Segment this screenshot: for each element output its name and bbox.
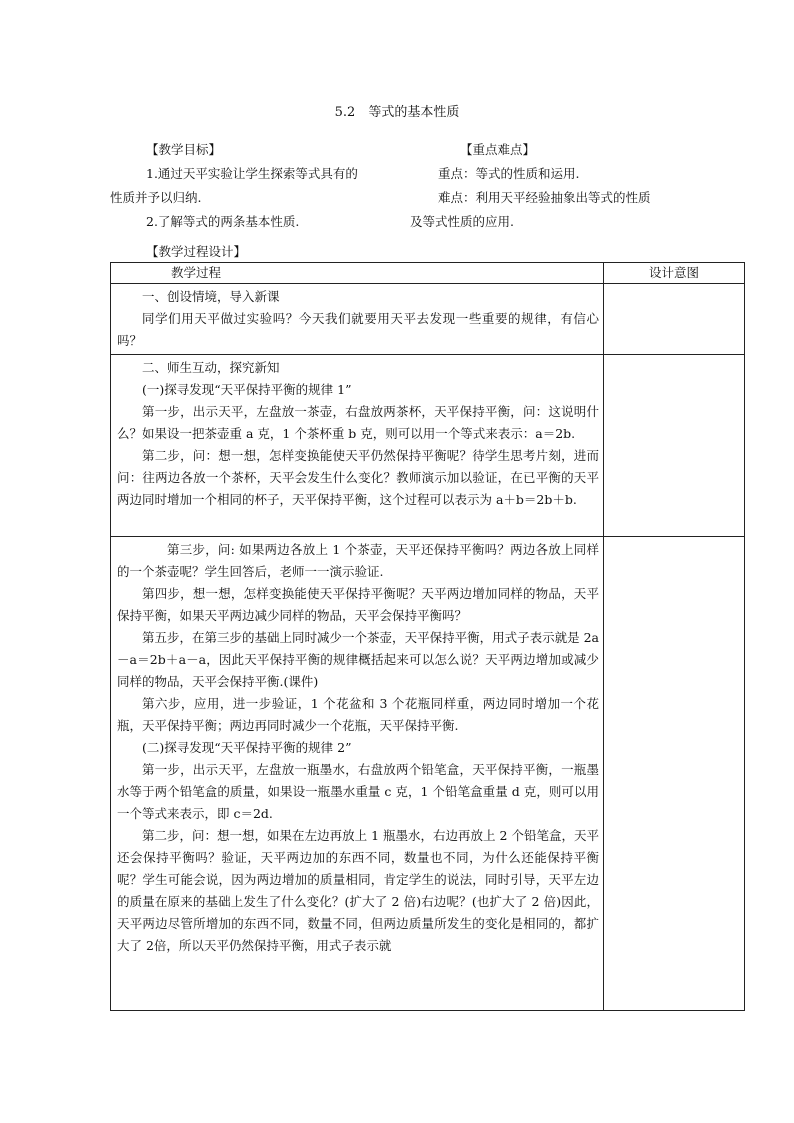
subsection-heading: (二)探寻发现“天平保持平衡的规律 2” [142, 740, 352, 755]
table-row [111, 537, 745, 1011]
process-cell [111, 284, 604, 355]
paragraph: 第三步，问: 如果两边各放上 1 个茶壶，天平还保持平衡吗？两边各放上同样的一个茶壶呢？学生回答后，老师一一演示验证. [117, 542, 599, 579]
col-header-intent: 设计意图 [604, 263, 745, 284]
process-cell [111, 537, 604, 1011]
intent-cell [604, 284, 745, 355]
process-table [110, 262, 745, 1011]
key-points [410, 138, 700, 234]
table-header-row [111, 263, 745, 284]
key-points-header: 【重点难点】 [460, 142, 536, 157]
table-row [111, 284, 745, 355]
section-heading: 二、师生互动，探究新知 [142, 360, 280, 375]
objective-1-continued: 性质并予以归纳. [110, 190, 202, 205]
subsection-heading: (一)探寻发现“天平保持平衡的规律 1” [142, 382, 352, 397]
table-row [111, 355, 745, 537]
paragraph: 第四步，想一想，怎样变换能使天平保持平衡呢？天平两边增加同样的物品，天平保持平衡，如果天平两边减少同样的物品，天平会保持平衡吗？ [117, 586, 599, 623]
page-title: 5.2 等式的基本性质 [334, 105, 460, 120]
paragraph: 第一步，出示天平，左盘放一茶壶，右盘放两茶杯，天平保持平衡，问：这说明什么？如果设一把茶壶重 a 克，1 个茶杯重 b 克，则可以用一个等式来表示：a＝2b. [117, 404, 599, 441]
objective-1: 1.通过天平实验让学生探索等式具有的 [146, 166, 358, 181]
paragraph: 第六步，应用，进一步验证，1 个花盆和 3 个花瓶同样重，两边同时增加一个花瓶，天平保持平衡；两边再同时减少一个花瓶，天平保持平衡. [117, 696, 599, 733]
key-difficulty: 难点：利用天平经验抽象出等式的性质 [438, 190, 651, 205]
objectives-header: 【教学目标】 [146, 142, 222, 157]
paragraph: 第五步，在第三步的基础上同时减少一个茶壶，天平保持平衡，用式子表示就是 2a－a＝2b＋a－a，因此天平保持平衡的规律概括起来可以怎么说？天平两边增加或减少同样的物品，天平会保持平衡.(课件) [117, 630, 599, 689]
col-header-process: 教学过程 [111, 263, 604, 284]
process-header: 【教学过程设计】 [146, 244, 247, 259]
intent-cell [604, 537, 745, 1011]
paragraph: 同学们用天平做过实验吗？今天我们就要用天平去发现一些重要的规律，有信心吗？ [117, 311, 599, 348]
intent-cell [604, 355, 745, 537]
objective-2: 2.了解等式的两条基本性质. [146, 214, 300, 229]
paragraph: 第二步，问：想一想，如果在左边再放上 1 瓶墨水，右边再放上 2 个铅笔盒，天平还会保持平衡吗？验证，天平两边加的东西不同，数量也不同，为什么还能保持平衡呢？学生可能会说，因为两边增加的质量相同，肯定学生的说法，同时引导，天平左边的质量在原来的基础上发生了什么变化？(扩大了 2 倍)右边呢？(也扩大了 2 倍)因此，天平两边尽管所增加的东西不同，数量不同，但两边质量所发生的变化是相同的，都扩大了 2倍，所以天平仍然保持平衡，用式子表示就 [117, 828, 599, 953]
key-difficulty-continued: 及等式性质的应用. [410, 214, 514, 229]
key-focus: 重点：等式的性质和运用. [438, 166, 580, 181]
paragraph: 第一步，出示天平，左盘放一瓶墨水，右盘放两个铅笔盒，天平保持平衡，一瓶墨水等于两个铅笔盒的质量，如果设一瓶墨水重量 c 克，1 个铅笔盒重量 d 克，则可以用一个等式来表示，即 c＝2d. [117, 762, 599, 821]
paragraph: 第二步，问：想一想，怎样变换能使天平仍然保持平衡呢？待学生思考片刻，进而问：往两边各放一个茶杯，天平会发生什么变化？教师演示加以验证，在已平衡的天平两边同时增加一个相同的杯子，天平保持平衡，这个过程可以表示为 a＋b＝2b＋b. [117, 448, 599, 507]
section-heading: 一、创设情境，导入新课 [142, 289, 280, 304]
teaching-objectives [110, 138, 410, 234]
process-cell [111, 355, 604, 537]
